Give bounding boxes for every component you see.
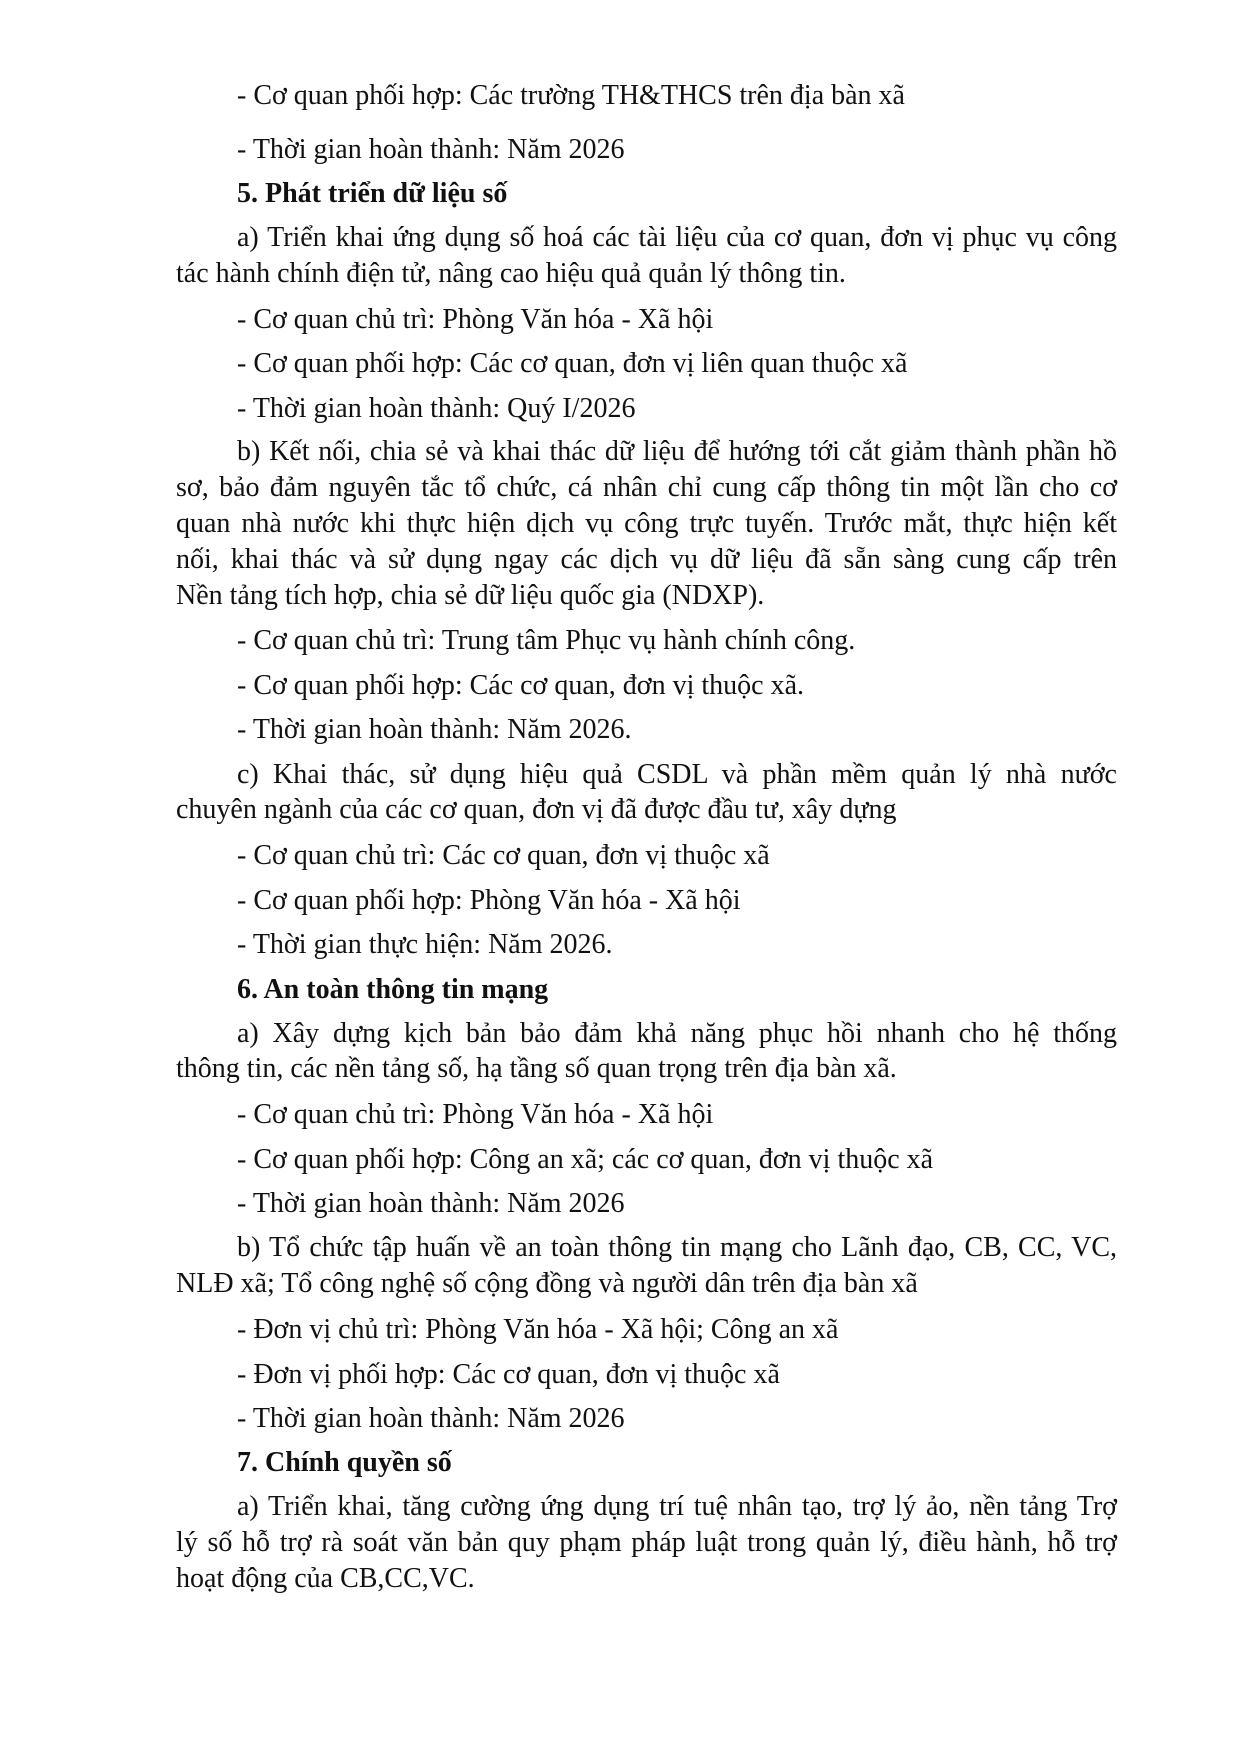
text-line-deadline: - Thời gian hoàn thành: Năm 2026 (237, 134, 625, 165)
paragraph-5c-line-2: chuyên ngành của các cơ quan, đơn vị đã được đầu tư, xây dựng (176, 794, 897, 825)
paragraph-7a-line-2: lý số hỗ trợ rà soát văn bản quy phạm pháp luật trong quản lý, điều hành, hỗ trợ (176, 1527, 1117, 1558)
text-line-deadline: - Thời gian hoàn thành: Năm 2026. (237, 714, 632, 745)
text-line-coord-partner: - Cơ quan phối hợp: Các trường TH&THCS trên địa bàn xã (237, 80, 905, 111)
text-line-coord-partner: - Cơ quan phối hợp: Các cơ quan, đơn vị liên quan thuộc xã (237, 348, 908, 379)
paragraph-5b-line-1: b) Kết nối, chia sẻ và khai thác dữ liệu để hướng tới cắt giảm thành phần hồ (237, 436, 1117, 467)
paragraph-5b-line-4: nối, khai thác và sử dụng ngay các dịch vụ dữ liệu đã sẵn sàng cung cấp trên (176, 544, 1117, 575)
text-line-coord-partner: - Cơ quan phối hợp: Phòng Văn hóa - Xã hội (237, 885, 741, 916)
text-line-lead-agency: - Cơ quan chủ trì: Trung tâm Phục vụ hành chính công. (237, 625, 856, 656)
text-line-deadline: - Thời gian hoàn thành: Năm 2026 (237, 1403, 625, 1434)
paragraph-5a-line-1: a) Triển khai ứng dụng số hoá các tài liệu của cơ quan, đơn vị phục vụ công (237, 222, 1117, 253)
text-line-deadline: - Thời gian thực hiện: Năm 2026. (237, 929, 613, 960)
section-heading-6: 6. An toàn thông tin mạng (237, 974, 549, 1005)
section-heading-7: 7. Chính quyền số (237, 1447, 452, 1478)
paragraph-6b-line-1: b) Tổ chức tập huấn về an toàn thông tin mạng cho Lãnh đạo, CB, CC, VC, (237, 1232, 1117, 1263)
text-line-lead-agency: - Cơ quan chủ trì: Phòng Văn hóa - Xã hội (237, 304, 714, 335)
text-line-lead-agency: - Cơ quan chủ trì: Phòng Văn hóa - Xã hội (237, 1099, 714, 1130)
text-line-deadline: - Thời gian hoàn thành: Năm 2026 (237, 1188, 625, 1219)
text-line-lead-unit: - Đơn vị chủ trì: Phòng Văn hóa - Xã hội; Công an xã (237, 1314, 839, 1345)
paragraph-6b-line-2: NLĐ xã; Tổ công nghệ số cộng đồng và người dân trên địa bàn xã (176, 1268, 918, 1299)
paragraph-6a-line-1: a) Xây dựng kịch bản bảo đảm khả năng phục hồi nhanh cho hệ thống (237, 1018, 1117, 1049)
paragraph-5a-line-2: tác hành chính điện tử, nâng cao hiệu quả quản lý thông tin. (176, 258, 846, 289)
paragraph-5b-line-2: sơ, bảo đảm nguyên tắc tổ chức, cá nhân chỉ cung cấp thông tin một lần cho cơ (176, 472, 1117, 503)
paragraph-5c-line-1: c) Khai thác, sử dụng hiệu quả CSDL và phần mềm quản lý nhà nước (237, 759, 1117, 790)
paragraph-7a-line-3: hoạt động của CB,CC,VC. (176, 1563, 475, 1594)
text-line-deadline: - Thời gian hoàn thành: Quý I/2026 (237, 393, 636, 424)
text-line-coord-partner: - Cơ quan phối hợp: Công an xã; các cơ quan, đơn vị thuộc xã (237, 1144, 934, 1175)
paragraph-7a-line-1: a) Triển khai, tăng cường ứng dụng trí tuệ nhân tạo, trợ lý ảo, nền tảng Trợ (237, 1491, 1117, 1522)
text-line-coord-partner: - Cơ quan phối hợp: Các cơ quan, đơn vị thuộc xã. (237, 670, 805, 701)
text-line-coord-unit: - Đơn vị phối hợp: Các cơ quan, đơn vị thuộc xã (237, 1359, 780, 1390)
paragraph-5b-line-3: quan nhà nước khi thực hiện dịch vụ công trực tuyến. Trước mắt, thực hiện kết (176, 508, 1117, 539)
text-line-lead-agency: - Cơ quan chủ trì: Các cơ quan, đơn vị thuộc xã (237, 840, 770, 871)
paragraph-6a-line-2: thông tin, các nền tảng số, hạ tầng số quan trọng trên địa bàn xã. (176, 1053, 897, 1084)
section-heading-5: 5. Phát triển dữ liệu số (237, 178, 508, 209)
paragraph-5b-line-5: Nền tảng tích hợp, chia sẻ dữ liệu quốc gia (NDXP). (176, 580, 765, 611)
